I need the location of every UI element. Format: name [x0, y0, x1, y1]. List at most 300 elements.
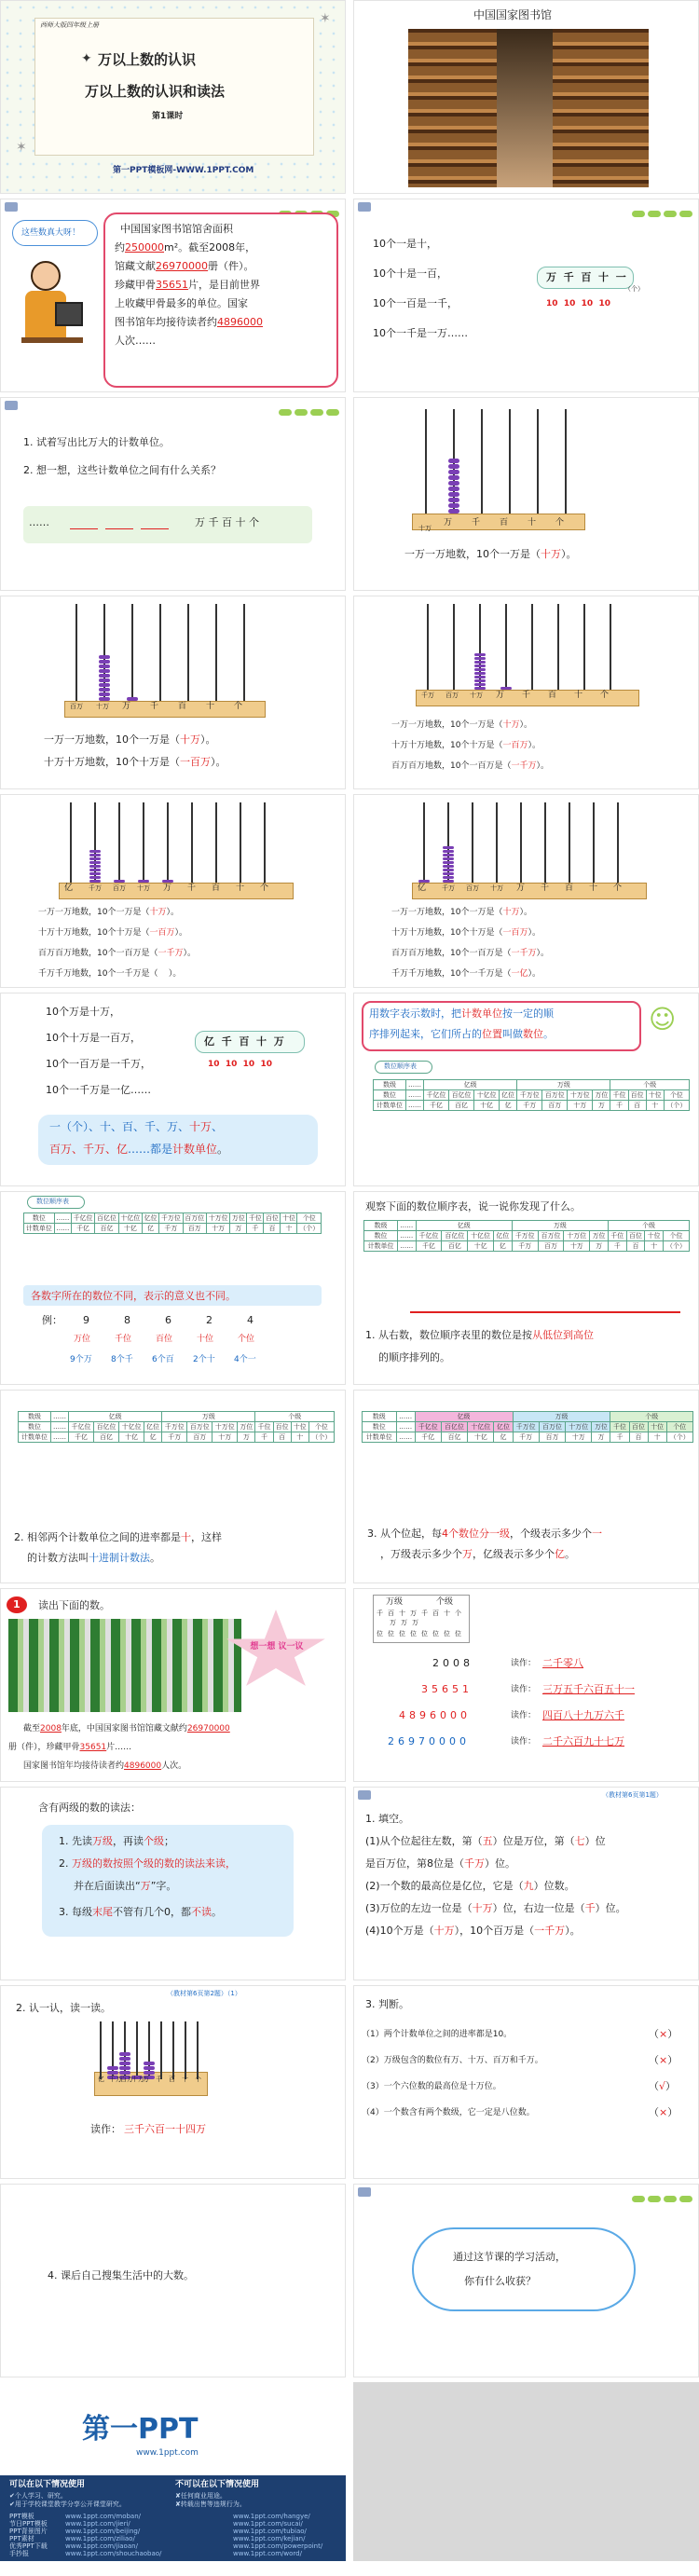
abacus-label: 万 — [496, 691, 505, 700]
abacus-label: 百万 — [120, 2076, 133, 2083]
footer-link[interactable]: www.1ppt.com/tubiao/ — [233, 2528, 307, 2535]
link-label: PPT背景图片 — [9, 2528, 48, 2535]
abacus-label: 个 — [234, 702, 243, 711]
abacus-bead — [448, 509, 459, 514]
abacus-label: 十 — [528, 518, 537, 528]
row-header: 数级 — [374, 1080, 406, 1090]
unit-ge-label: （个） — [624, 285, 644, 293]
abacus-label: 百万 — [70, 703, 83, 710]
abacus-rod — [75, 604, 77, 701]
abacus-bead — [443, 880, 454, 883]
abacus-rod — [569, 802, 570, 883]
abacus-rod — [172, 2021, 174, 2079]
abacus-rod — [215, 802, 217, 883]
abacus-label: 百 — [169, 2076, 175, 2083]
slide-place-definition — [353, 993, 699, 1186]
abacus-bead — [474, 657, 486, 660]
example-digit: 4 — [247, 1314, 254, 1326]
unit-line-2: 10个十是一百， — [373, 267, 447, 280]
place-row-2: 万万万 — [390, 1619, 423, 1626]
abacus-rod — [197, 2021, 199, 2079]
abacus-bead — [474, 665, 486, 667]
library-title: 中国国家图书馆 — [473, 8, 553, 21]
number-reading: 二千零八 — [542, 1657, 583, 1669]
abacus-rod — [505, 604, 507, 690]
abacus-label: 千万 — [421, 692, 434, 699]
counting-line-1: 一万一万地数，10个一万是（十万）。 — [391, 720, 532, 730]
answer-2-line-2: 的计数方法叫十进制计数法。 — [27, 1552, 160, 1564]
units-row: 万 千 百 十 一 — [546, 271, 626, 283]
place-row-3: 位位位位位位位位 — [377, 1630, 466, 1637]
abacus-label: 个 — [260, 884, 269, 893]
abacus-bead — [99, 674, 110, 678]
abacus-label: 万 — [163, 884, 172, 893]
library-photo — [408, 29, 649, 187]
abacus-label: 百 — [565, 884, 574, 893]
book-icon — [358, 202, 371, 212]
example-meaning: 8个千 — [111, 1355, 133, 1364]
direction-arrow — [410, 1311, 680, 1313]
place-value-table: 数级 …… 亿级 万级 个级 数位 …… 千亿位 百亿位 十亿位 亿位 千万位 百万位 十万位 万位 千位 百位 十位 个位 计数单位 …… 千亿 百亿 十亿 亿 千万 百万 十万 万 千 百 十 （个） — [363, 1220, 690, 1252]
abacus-rod — [453, 604, 455, 690]
abacus-bead — [474, 661, 486, 664]
fill-title: 1. 填空。 — [365, 1813, 409, 1825]
abacus-rod — [481, 409, 483, 514]
unit-title: 万以上数的认识 — [98, 51, 197, 68]
abacus-rod — [565, 409, 567, 514]
abacus-label: 百 — [500, 518, 509, 528]
abacus-label: 亿 — [64, 884, 74, 893]
abacus-bead — [443, 857, 454, 860]
example-meaning: 9个万 — [70, 1355, 92, 1364]
counting-line-4: 千万千万地数，10个一千万是（一亿）。 — [391, 969, 541, 979]
abacus-rod — [496, 802, 498, 883]
brand-url: www.1ppt.com — [136, 2448, 199, 2458]
info-line-4: 珍藏甲骨35651片，是目前世界 — [115, 279, 260, 291]
slide-observe-3 — [353, 1390, 699, 1583]
info-line-2: 约250000m²。截至2008年， — [115, 241, 256, 253]
example-meaning: 6个百 — [152, 1355, 174, 1364]
discussion-text: 想一想 议一议 — [250, 1642, 304, 1651]
number-row: 2008 — [432, 1657, 473, 1669]
site-footer: 第一PPT模板网-WWW.1PPT.COM — [113, 166, 254, 175]
abacus-bead — [89, 850, 101, 853]
abacus-rod — [509, 409, 511, 514]
abacus-bead — [119, 2071, 130, 2075]
reflection-line-1: 通过这节课的学习活动， — [453, 2251, 566, 2263]
abacus-bead — [99, 688, 110, 692]
footer-link[interactable]: www.1ppt.com/shouchaobao/ — [65, 2550, 162, 2557]
textbook-ref: （教材第6页第2题）（1） — [167, 1990, 241, 1997]
slide-fill-blanks — [353, 1787, 699, 1980]
place-row-1: 千百十万千百十个 — [377, 1610, 466, 1617]
abacus-label: 十万 — [131, 2076, 144, 2083]
number-reading: 四百八十九万六千 — [542, 1709, 624, 1721]
abacus-rod — [143, 802, 144, 883]
abacus-label: 万 — [122, 702, 131, 711]
abacus-label: 十万 — [470, 692, 483, 699]
abacus-rod — [537, 409, 539, 514]
abacus-label: 十万 — [137, 884, 150, 892]
abacus-bead — [99, 697, 110, 701]
abacus-label: 百 — [548, 691, 557, 700]
unit-line-1: 10个一是十， — [373, 238, 437, 250]
fill-q3: (3)万位的左边一位是（十万）位，右边一位是（千）位。 — [365, 1902, 626, 1914]
counting-line-3: 百万百万地数，10个一百万是（一千万）。 — [391, 761, 549, 771]
abacus-label: 个 — [613, 884, 623, 893]
empty-grey-panel — [353, 2382, 699, 2561]
abacus-bead — [443, 850, 454, 853]
definition-line-2: 序排列起来，它们所占的位置叫做数位。 — [369, 1028, 554, 1040]
number-row: 35651 — [421, 1683, 473, 1695]
blank-line — [141, 528, 169, 529]
read-label: 读作： — [511, 1659, 537, 1668]
abacus-label: 千万 — [109, 2076, 122, 2083]
abacus-bead — [443, 876, 454, 879]
example-meaning: 4个一 — [234, 1355, 256, 1364]
slide-homework — [0, 2184, 346, 2377]
judge-title: 3. 判断。 — [365, 1998, 409, 2010]
counting-line-1: 一万一万地数，10个一万是（十万）。 — [391, 908, 532, 917]
counting-line-1: 一万一万地数，10个一万是（十万）。 — [404, 548, 577, 560]
abacus-bead — [448, 492, 459, 497]
abacus-label: 百万 — [113, 884, 126, 892]
read-label: 读作： — [511, 1685, 537, 1694]
abacus-label: 万 — [444, 518, 453, 528]
abacus-bead — [474, 676, 486, 678]
abacus-label: 千 — [187, 884, 197, 893]
example-place: 千位 — [115, 1335, 132, 1344]
abacus-bead — [443, 861, 454, 864]
abacus-rod — [70, 802, 72, 883]
star-icon: ✶ — [16, 140, 27, 155]
abacus-rod — [191, 802, 193, 883]
recognize-title: 2. 认一认，读一读。 — [16, 2002, 111, 2014]
fill-q4: (4)10个万是（十万），10个百万是（一千万）。 — [365, 1925, 581, 1937]
slide-big-numbers — [0, 199, 346, 392]
reflection-line-2: 你有什么收获？ — [464, 2275, 536, 2287]
lesson-title: 万以上数的认识和读法 — [85, 83, 226, 100]
judge-item: （1）两个计数单位之间的进率都是10。 — [362, 2030, 513, 2039]
abacus-bead — [119, 2062, 130, 2065]
abacus-bead — [99, 655, 110, 659]
abacus-bead — [107, 2066, 118, 2070]
ge-level-header: 个级 — [436, 1597, 454, 1607]
abacus-bead — [474, 683, 486, 686]
abacus-bead — [448, 486, 459, 491]
abacus-bead — [119, 2057, 130, 2061]
abacus-bead — [119, 2066, 130, 2070]
counting-line-1: 一万一万地数，10个一万是（十万）。 — [44, 733, 216, 746]
info-line-3: 馆藏文献26970000册（件）。 — [115, 260, 254, 272]
note-text: 各数字所在的数位不同，表示的意义也不同。 — [31, 1290, 236, 1302]
library-photo — [8, 1619, 241, 1712]
read-label: 读作： — [90, 2123, 121, 2135]
abacus-bead — [144, 2062, 155, 2065]
abacus-bead — [89, 869, 101, 871]
book-icon — [5, 202, 18, 212]
answer-prefix: …… — [29, 516, 49, 528]
slide-abacus-5 — [353, 794, 699, 988]
abacus-bead — [474, 668, 486, 671]
abacus-bead — [443, 846, 454, 849]
slide-observe-2 — [0, 1390, 346, 1583]
usage-denied-2: ✘转载出售等违规行为。 — [175, 2501, 246, 2508]
link-label: PPT模板 — [9, 2513, 34, 2520]
answer-1-line-1: 1. 从右数，数位顺序表里的数位是按从低位到高位 — [365, 1329, 594, 1341]
wan-level-header: 万级 — [386, 1597, 404, 1607]
book-icon — [358, 2187, 371, 2197]
abacus-rod — [425, 409, 427, 514]
rule-2-line-2: 并在后面读出“万”字。 — [74, 1880, 177, 1892]
abacus-bead — [99, 669, 110, 673]
abacus-bead — [443, 865, 454, 868]
abacus-label: 个 — [555, 518, 565, 528]
abacus-rod — [167, 802, 169, 883]
brand-logo: 第一PPT — [82, 2413, 199, 2446]
abacus-label: 十 — [206, 702, 215, 711]
slide-question — [0, 397, 346, 591]
observe-question: 观察下面的数位顺序表，说一说你发现了什么。 — [365, 1200, 581, 1213]
summary-line-1: 一（个）、十、百、千、万、十万、 — [49, 1120, 224, 1133]
info-line-6: 图书馆年均接待读者约4896000 — [115, 316, 263, 328]
footer-link[interactable]: www.1ppt.com/jiaoan/ — [65, 2542, 138, 2550]
abacus-rod — [243, 604, 245, 701]
abacus-bead — [448, 459, 459, 463]
abacus-bead — [474, 687, 486, 690]
row-header: 计数单位 — [374, 1101, 406, 1111]
abacus-bead — [89, 865, 101, 868]
abacus-rod — [544, 802, 546, 883]
place-value-table: 数级 …… 亿级 万级 个级 数位 …… 千亿位 百亿位 十亿位 亿位 千万位 百万位 十万位 万位 千位 百位 十位 个位 计数单位 …… 千亿 百亿 十亿 亿 千万 百万 十万 万 千 百 十 （个） — [373, 1079, 690, 1111]
abacus-rod — [240, 802, 241, 883]
summary-line-2: 百万、千万、亿……都是计数单位。 — [49, 1143, 229, 1156]
abacus-bead — [474, 653, 486, 656]
footer-link[interactable]: www.1ppt.com/jieri/ — [65, 2520, 130, 2528]
table-title: 数位顺序表 — [384, 1062, 417, 1070]
footer-link[interactable]: www.1ppt.com/kejian/ — [233, 2535, 306, 2542]
usage-denied-1: ✘任何商业用途。 — [175, 2492, 226, 2500]
abacus-bead — [114, 880, 125, 883]
counting-line-2: 十万十万地数，10个十万是（一百万）。 — [44, 756, 226, 768]
abacus-rod — [264, 802, 266, 883]
abacus-label: 千万 — [89, 884, 102, 892]
mascot-icon: ☺ — [649, 1004, 677, 1035]
abacus-bead — [144, 2066, 155, 2070]
counting-line-3: 百万百万地数，10个一百万是（一千万）。 — [391, 949, 549, 958]
abacus-bead — [443, 872, 454, 875]
abacus-rod — [593, 802, 595, 883]
abacus-rod — [557, 604, 559, 690]
fill-q2: (2)一个数的最高位是亿位，它是（九）位数。 — [365, 1880, 575, 1892]
blank-line — [70, 528, 98, 529]
abacus-label: 百 — [178, 702, 187, 711]
abacus-bead — [448, 464, 459, 469]
abacus-label: 十万 — [96, 703, 109, 710]
abacus-bead — [99, 683, 110, 687]
definition-line-1: 用数字表示数时，把计数单位按一定的顺 — [369, 1007, 554, 1020]
abacus-rod — [159, 604, 161, 701]
abacus — [94, 2021, 208, 2096]
slide-observe-1 — [353, 1191, 699, 1385]
abacus-label: 千万 — [442, 884, 455, 892]
info-line-5: 上收藏甲骨最多的单位。国家 — [115, 297, 248, 309]
footer-link[interactable]: www.1ppt.com/hangye/ — [233, 2513, 310, 2520]
passage-line-3: 国家图书馆年均接待读者约4896000人次。 — [23, 1761, 187, 1771]
abacus-bead — [474, 679, 486, 682]
passage-line-2: 册（件），珍藏甲骨35651片…… — [8, 1743, 132, 1752]
abacus-bead — [99, 692, 110, 696]
abacus-rod — [610, 604, 611, 690]
slide-place-meaning — [0, 1191, 346, 1385]
homework-text: 4. 课后自己搜集生活中的大数。 — [48, 2269, 194, 2281]
usage-allowed-title: 可以在以下情况使用 — [9, 2480, 86, 2489]
read-label: 读作： — [511, 1711, 537, 1720]
example-place: 百位 — [156, 1335, 173, 1344]
judge-item: （3）一个六位数的最高位是十万位。 — [362, 2082, 501, 2091]
link-label: PPT素材 — [9, 2535, 34, 2542]
number-reading: 三万五千六百五十一 — [542, 1683, 635, 1695]
judge-mark: （√） — [649, 2080, 677, 2092]
usage-allowed-2: ✔用于学校课堂教学分享公开课堂研究。 — [9, 2501, 126, 2508]
abacus-bead — [89, 872, 101, 875]
abacus-label: 千 — [156, 2076, 162, 2083]
rules-title: 含有两级的数的读法： — [38, 1802, 141, 1814]
footer-link[interactable]: www.1ppt.com/beijing/ — [65, 2528, 141, 2535]
abacus-bead — [448, 470, 459, 474]
abacus-label: 亿 — [98, 2076, 104, 2083]
abacus-bead — [89, 880, 101, 883]
example-digit: 9 — [83, 1314, 89, 1326]
girl-illustration — [18, 261, 83, 373]
abacus-rod — [583, 604, 585, 690]
footer-link[interactable]: www.1ppt.com/sucai/ — [233, 2520, 303, 2528]
units-row: 亿 千 百 十 万 — [204, 1035, 284, 1048]
example-digit: 2 — [206, 1314, 212, 1326]
abacus-label: 十万 — [490, 884, 503, 892]
abacus-bead — [99, 678, 110, 682]
abacus-reading: 三千六百一十四万 — [124, 2123, 206, 2135]
abacus-rod — [423, 802, 425, 883]
counting-line-2: 十万十万地数，10个十万是（一百万）。 — [391, 928, 541, 938]
question-2: 2. 想一想，这些计数单位之间有什么关系？ — [23, 464, 221, 476]
relation-line-4: 10个一千万是一亿…… — [46, 1084, 151, 1096]
judge-mark: （×） — [649, 2054, 678, 2066]
number-reading: 二千六百九十七万 — [542, 1735, 624, 1747]
abacus-label: 百万 — [445, 692, 459, 699]
slide-reading-rules — [0, 1787, 346, 1980]
relation-line-3: 10个一百万是一千万， — [46, 1058, 151, 1070]
abacus-rod — [136, 2021, 138, 2079]
link-label: 节日PPT模板 — [9, 2520, 48, 2528]
passage-line-1: 截至2008年底，中国国家图书馆馆藏文献约26970000 — [23, 1724, 230, 1733]
example-place: 万位 — [74, 1335, 91, 1344]
judge-mark: （×） — [649, 2028, 678, 2040]
example-meaning: 2个十 — [193, 1355, 215, 1364]
abacus-rod — [617, 802, 619, 883]
star-icon: ✶ — [320, 11, 331, 26]
question-1: 1. 试着写出比万大的计数单位。 — [23, 436, 170, 448]
abacus-bead — [144, 2071, 155, 2075]
read-label: 读作： — [511, 1737, 537, 1747]
abacus-bead — [89, 861, 101, 864]
slide-library — [353, 0, 699, 194]
counting-line-2: 十万十万地数，10个十万是（一百万）。 — [391, 741, 541, 750]
slide-footer — [0, 2382, 346, 2576]
abacus-label: 万 — [143, 2076, 149, 2083]
answer-suffix: 万 千 百 十 个 — [195, 516, 259, 528]
abacus-bead — [448, 475, 459, 480]
abacus-bead — [443, 869, 454, 871]
footer-link[interactable]: www.1ppt.com/moban/ — [65, 2513, 142, 2520]
abacus-bead — [99, 665, 110, 668]
judge-item: （2）万级包含的数位有万、十万、百万和千万。 — [362, 2056, 543, 2065]
number-row: 4896000 — [399, 1709, 471, 1721]
abacus-bead — [99, 660, 110, 664]
tens-row: 10 10 10 10 — [546, 299, 610, 308]
answer-box — [23, 506, 312, 543]
table-title: 数位顺序表 — [36, 1198, 69, 1205]
abacus-label: 十 — [236, 884, 245, 893]
abacus-bead — [89, 857, 101, 860]
footer-link[interactable]: www.1ppt.com/powerpoint/ — [233, 2542, 323, 2550]
rule-2-line-1: 2. 万级的数按照个级的数的读法来读， — [59, 1857, 236, 1870]
link-label: 优秀PPT下载 — [9, 2542, 48, 2550]
number-row: 26970000 — [388, 1735, 470, 1747]
abacus-rod — [427, 604, 429, 690]
abacus-rod — [160, 2021, 162, 2079]
footer-link[interactable]: www.1ppt.com/word/ — [233, 2550, 302, 2557]
info-line-7: 人次…… — [115, 335, 156, 347]
abacus-label: 百万 — [466, 884, 479, 892]
abacus-label: 十 — [182, 2076, 188, 2083]
exercise-number: 1 — [13, 1598, 21, 1610]
relation-line-1: 10个万是十万， — [46, 1006, 120, 1018]
reflection-cloud — [412, 2227, 636, 2311]
blank-line — [105, 528, 133, 529]
abacus-rod — [531, 604, 533, 690]
abacus-label: 个 — [195, 2076, 201, 2083]
slide-counting-units — [353, 199, 699, 392]
book-icon — [358, 1790, 371, 1800]
abacus-label: 十 — [574, 691, 583, 700]
footer-link[interactable]: www.1ppt.com/ziliao/ — [65, 2535, 135, 2542]
abacus-rod — [185, 2021, 186, 2079]
place-value-table: 数级 …… 亿级 万级 个级 数位 …… 千亿位 百亿位 十亿位 亿位 千万位 百万位 十万位 万位 千位 百位 十位 个位 计数单位 …… 千亿 百亿 十亿 亿 千万 百万 十万 万 千 百 十 （个） — [362, 1411, 693, 1443]
slide-title — [0, 0, 346, 194]
slide-judge — [353, 1985, 699, 2179]
answer-2-line-1: 2. 相邻两个计数单位之间的进率都是十，这样 — [14, 1531, 222, 1543]
abacus-rod — [520, 802, 522, 883]
fill-q1-line-1: (1)从个位起往左数，第（五）位是万位，第（七）位 — [365, 1835, 606, 1847]
star-icon: ✦ — [81, 51, 92, 66]
abacus-label: 千 — [150, 702, 159, 711]
abacus-label: 万 — [516, 884, 526, 893]
abacus-bead — [474, 672, 486, 675]
tens-row: 10 10 10 10 — [208, 1060, 272, 1069]
unit-line-4: 10个一千是一万…… — [373, 327, 468, 339]
abacus-bead — [107, 2071, 118, 2075]
abacus-label: 千 — [472, 518, 481, 528]
lesson-number: 第1课时 — [152, 112, 184, 121]
answer-1-line-2: 的顺序排列的。 — [378, 1351, 450, 1363]
book-icon — [5, 401, 18, 410]
abacus-rod — [100, 2021, 102, 2079]
place-value-table: 数位 …… 千亿位 百亿位 十亿位 亿位 千万位 百万位 十万位 万位 千位 百位 十位 个位 计数单位 …… 千亿 百亿 十亿 亿 千万 百万 十万 万 千 百 十 （个） — [23, 1213, 322, 1234]
example-digit: 8 — [124, 1314, 130, 1326]
bubble-text: 这些数真大呀！ — [21, 228, 81, 238]
abacus — [412, 409, 585, 530]
